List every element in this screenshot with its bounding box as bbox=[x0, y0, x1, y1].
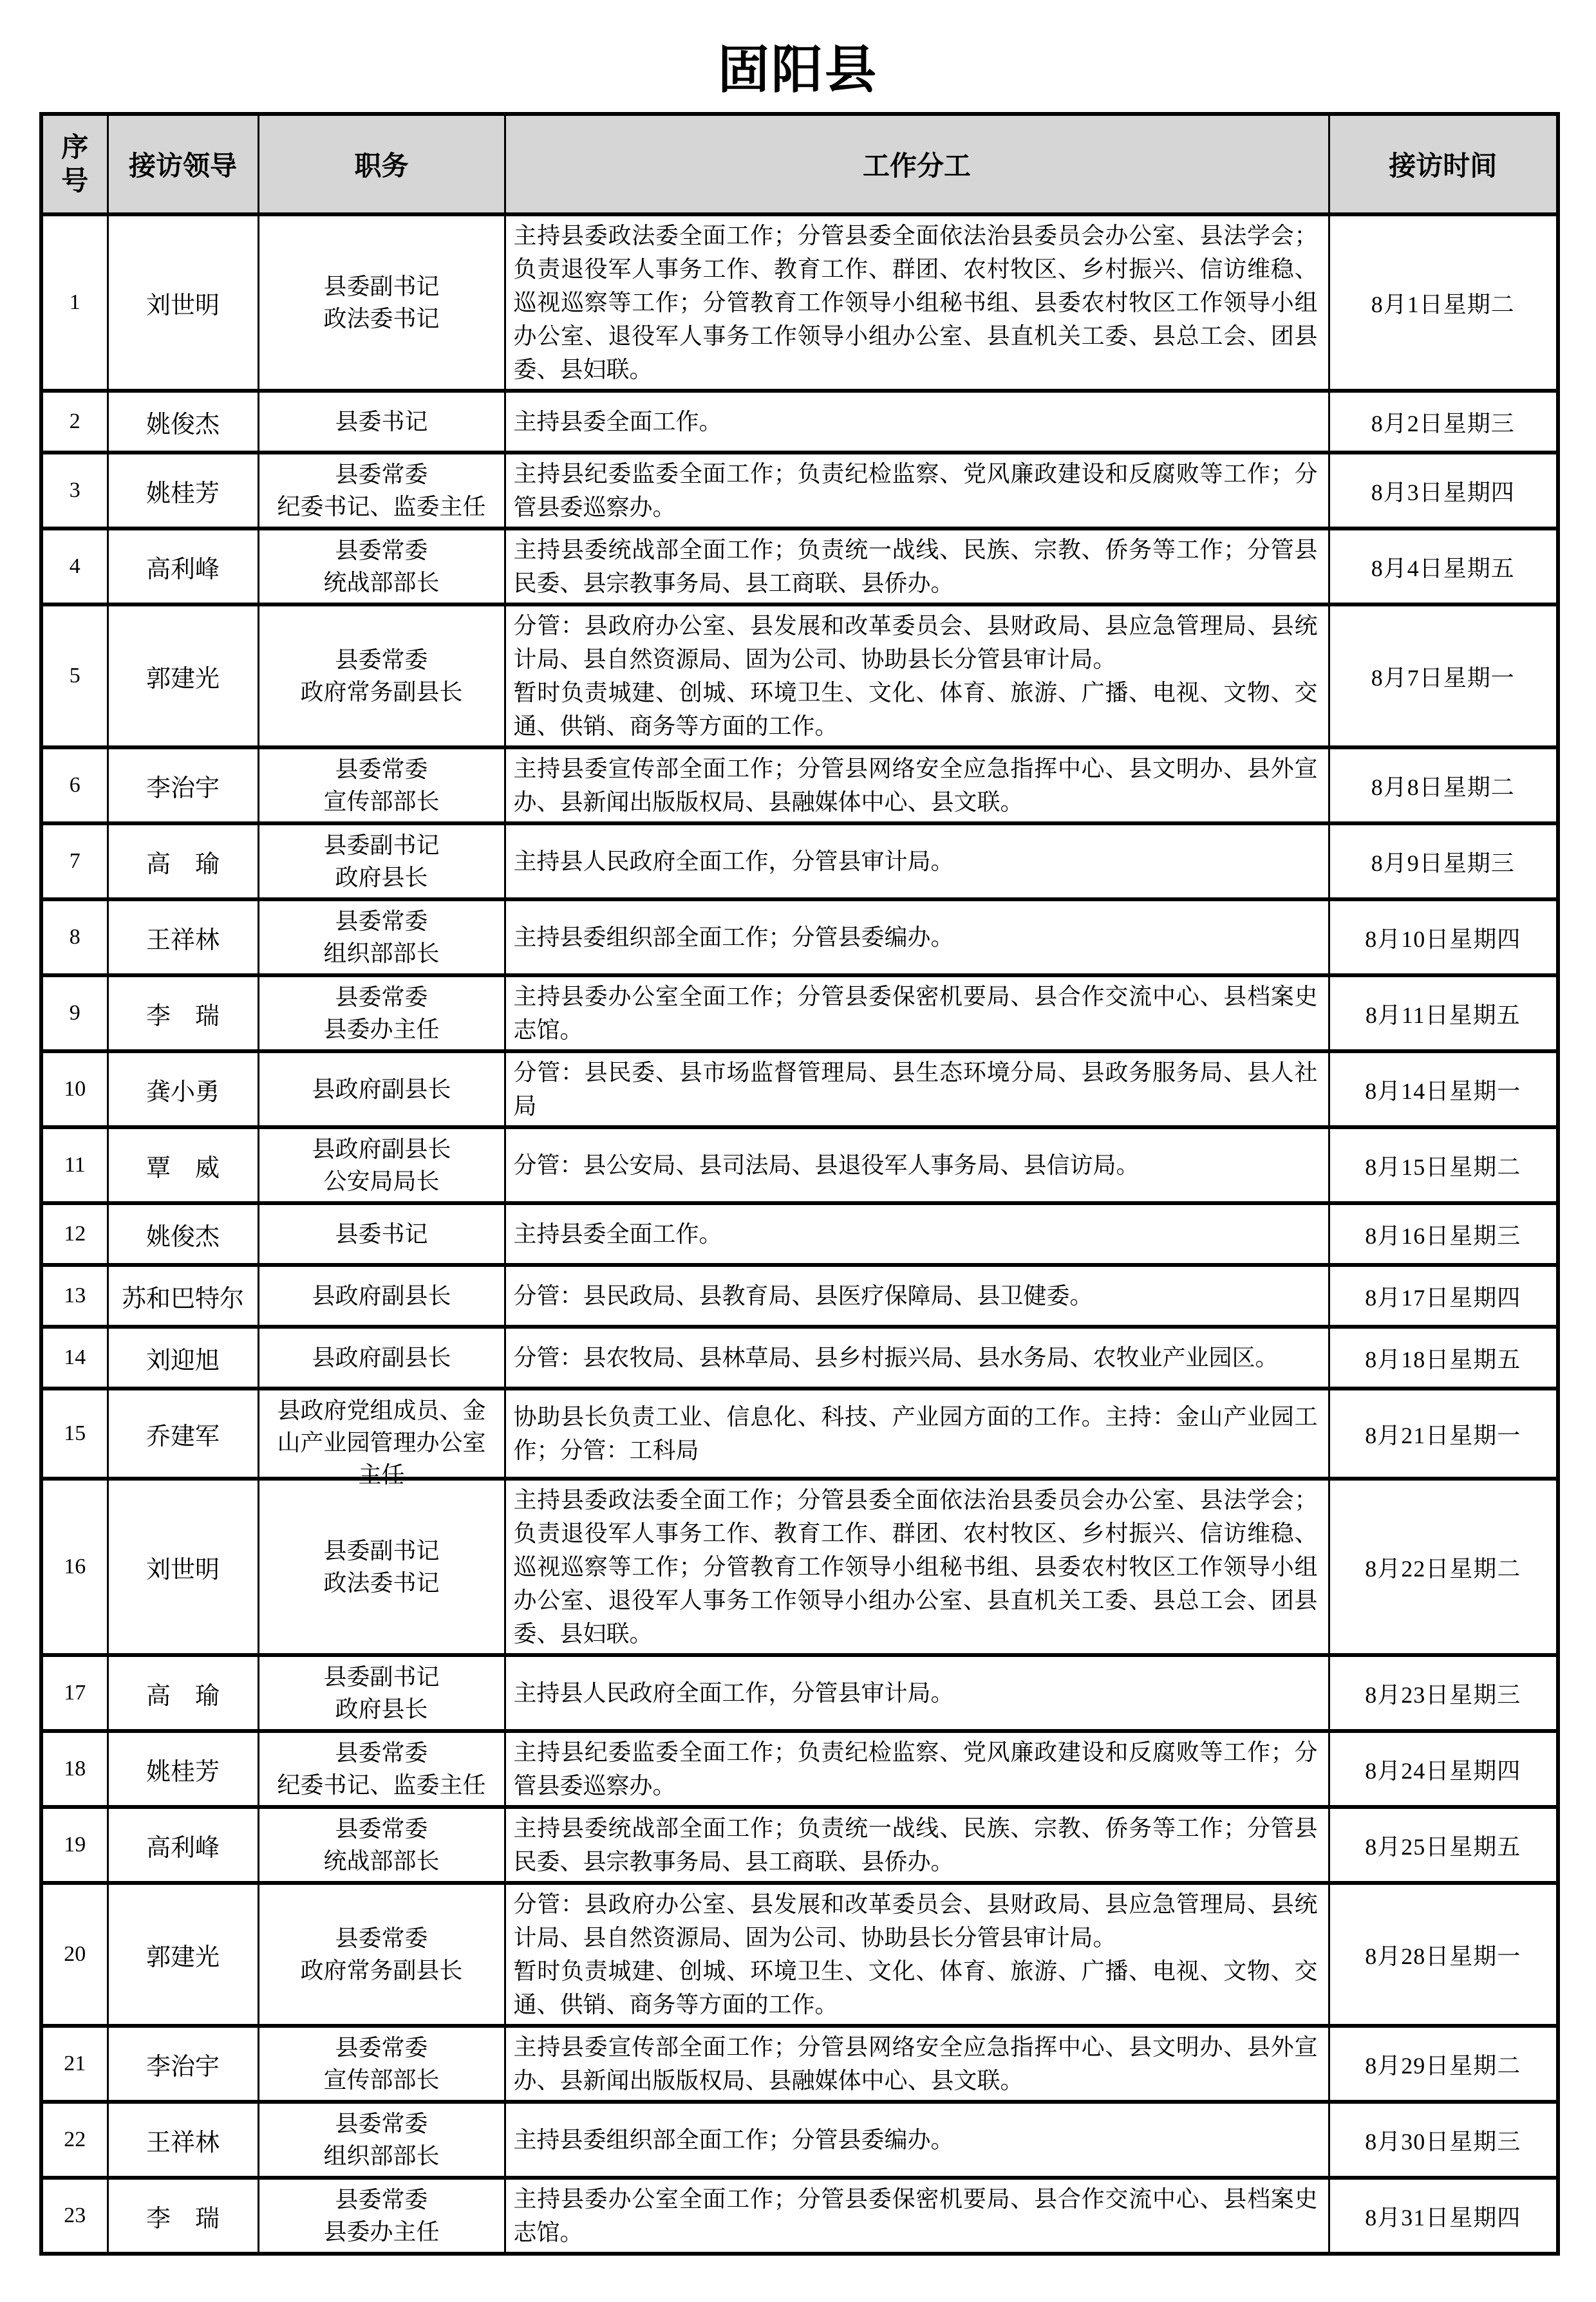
leader-name: 姚桂芳 bbox=[108, 453, 258, 529]
table-row bbox=[41, 453, 1558, 529]
leader-position: 县政府副县长 公安局局长 bbox=[258, 1127, 505, 1203]
row-number: 19 bbox=[41, 1807, 108, 1883]
reception-date: 8月4日星期五 bbox=[1329, 529, 1558, 604]
col-header-number: 序号 bbox=[41, 114, 108, 214]
table-row bbox=[41, 1051, 1558, 1127]
leader-position: 县委副书记 政府县长 bbox=[258, 823, 505, 899]
row-number: 16 bbox=[41, 1479, 108, 1655]
reception-date: 8月21日星期一 bbox=[1329, 1389, 1558, 1479]
work-division: 主持县委全面工作。 bbox=[505, 1203, 1329, 1265]
row-number: 13 bbox=[41, 1265, 108, 1327]
work-division: 分管：县政府办公室、县发展和改革委员会、县财政局、县应急管理局、县统计局、县自然资源局、固为公司、协助县长分管县审计局。 暂时负责城建、创城、环境卫生、文化、体育、旅游、广播、电视、文物、交通、供销、商务等方面的工作。 bbox=[505, 604, 1329, 747]
work-division: 主持县委统战部全面工作；负责统一战线、民族、宗教、侨务等工作；分管县民委、县宗教事务局、县工商联、县侨办。 bbox=[505, 529, 1329, 604]
table-row bbox=[41, 2102, 1558, 2178]
table-row bbox=[41, 1883, 1558, 2026]
reception-date: 8月14日星期一 bbox=[1329, 1051, 1558, 1127]
leader-position: 县政府副县长 bbox=[258, 1265, 505, 1327]
row-number: 21 bbox=[41, 2026, 108, 2102]
work-division: 主持县人民政府全面工作，分管县审计局。 bbox=[505, 1655, 1329, 1731]
row-number: 6 bbox=[41, 747, 108, 823]
row-number: 14 bbox=[41, 1327, 108, 1389]
leader-position: 县委常委 统战部部长 bbox=[258, 529, 505, 604]
leader-position: 县委常委 政府常务副县长 bbox=[258, 604, 505, 747]
leader-position: 县委常委 统战部部长 bbox=[258, 1807, 505, 1883]
leader-name: 姚桂芳 bbox=[108, 1731, 258, 1807]
row-number: 7 bbox=[41, 823, 108, 899]
leader-name: 郭建光 bbox=[108, 604, 258, 747]
reception-date: 8月23日星期三 bbox=[1329, 1655, 1558, 1731]
reception-date: 8月10日星期四 bbox=[1329, 899, 1558, 975]
leader-position: 县委常委 组织部部长 bbox=[258, 2102, 505, 2178]
leader-name: 苏和巴特尔 bbox=[108, 1265, 258, 1327]
row-number: 3 bbox=[41, 453, 108, 529]
work-division: 主持县委组织部全面工作；分管县委编办。 bbox=[505, 2102, 1329, 2178]
leader-name: 姚俊杰 bbox=[108, 1203, 258, 1265]
table-row bbox=[41, 2026, 1558, 2102]
leader-position: 县委常委 县委办主任 bbox=[258, 975, 505, 1051]
row-number: 4 bbox=[41, 529, 108, 604]
reception-date: 8月1日星期二 bbox=[1329, 214, 1558, 391]
leader-position: 县委副书记 政府县长 bbox=[258, 1655, 505, 1731]
table-row bbox=[41, 1731, 1558, 1807]
work-division: 分管：县农牧局、县林草局、县乡村振兴局、县水务局、农牧业产业园区。 bbox=[505, 1327, 1329, 1389]
row-number: 18 bbox=[41, 1731, 108, 1807]
reception-date: 8月9日星期三 bbox=[1329, 823, 1558, 899]
work-division: 分管：县民委、县市场监督管理局、县生态环境分局、县政务服务局、县人社局 bbox=[505, 1051, 1329, 1127]
row-number: 12 bbox=[41, 1203, 108, 1265]
leader-name: 王祥林 bbox=[108, 899, 258, 975]
col-header-duty: 工作分工 bbox=[505, 114, 1329, 214]
work-division: 主持县委办公室全面工作；分管县委保密机要局、县合作交流中心、县档案史志馆。 bbox=[505, 975, 1329, 1051]
reception-date: 8月7日星期一 bbox=[1329, 604, 1558, 747]
work-division: 主持县纪委监委全面工作；负责纪检监察、党风廉政建设和反腐败等工作；分管县委巡察办。 bbox=[505, 1731, 1329, 1807]
reception-date: 8月17日星期四 bbox=[1329, 1265, 1558, 1327]
work-division: 主持县委宣传部全面工作；分管县网络安全应急指挥中心、县文明办、县外宣办、县新闻出版版权局、县融媒体中心、县文联。 bbox=[505, 2026, 1329, 2102]
reception-date: 8月16日星期三 bbox=[1329, 1203, 1558, 1265]
table-row bbox=[41, 1655, 1558, 1731]
leader-name: 乔建军 bbox=[108, 1389, 258, 1479]
leader-name: 李治宇 bbox=[108, 2026, 258, 2102]
table-row bbox=[41, 975, 1558, 1051]
col-header-leader: 接访领导 bbox=[108, 114, 258, 214]
leader-name: 李 瑞 bbox=[108, 2178, 258, 2254]
reception-date: 8月28日星期一 bbox=[1329, 1883, 1558, 2026]
row-number: 17 bbox=[41, 1655, 108, 1731]
work-division: 主持县人民政府全面工作，分管县审计局。 bbox=[505, 823, 1329, 899]
reception-date: 8月2日星期三 bbox=[1329, 391, 1558, 453]
work-division: 分管：县政府办公室、县发展和改革委员会、县财政局、县应急管理局、县统计局、县自然资源局、固为公司、协助县长分管县审计局。 暂时负责城建、创城、环境卫生、文化、体育、旅游、广播、电视、文物、交通、供销、商务等方面的工作。 bbox=[505, 1883, 1329, 2026]
duty-roster-table bbox=[39, 112, 1560, 2256]
reception-date: 8月8日星期二 bbox=[1329, 747, 1558, 823]
table-row bbox=[41, 1265, 1558, 1327]
row-number: 11 bbox=[41, 1127, 108, 1203]
row-number: 9 bbox=[41, 975, 108, 1051]
reception-date: 8月25日星期五 bbox=[1329, 1807, 1558, 1883]
leader-position: 县委副书记 政法委书记 bbox=[258, 214, 505, 391]
page-title: 固阳县 bbox=[718, 42, 878, 99]
table-row bbox=[41, 823, 1558, 899]
leader-position: 县委常委 纪委书记、监委主任 bbox=[258, 1731, 505, 1807]
work-division: 主持县纪委监委全面工作；负责纪检监察、党风廉政建设和反腐败等工作；分管县委巡察办。 bbox=[505, 453, 1329, 529]
table-row bbox=[41, 1327, 1558, 1389]
col-header-date: 接访时间 bbox=[1329, 114, 1558, 214]
row-number: 2 bbox=[41, 391, 108, 453]
leader-position: 县政府党组成员、金 山产业园管理办公室 主任 bbox=[258, 1389, 505, 1479]
work-division: 主持县委政法委全面工作；分管县委全面依法治县委员会办公室、县法学会；负责退役军人事务工作、教育工作、群团、农村牧区、乡村振兴、信访维稳、巡视巡察等工作；分管教育工作领导小组秘书组、县委农村牧区工作领导小组办公室、退役军人事务工作领导小组办公室、县直机关工委、县总工会、团县委、县妇联。 bbox=[505, 1479, 1329, 1655]
leader-position: 县委书记 bbox=[258, 391, 505, 453]
work-division: 主持县委宣传部全面工作；分管县网络安全应急指挥中心、县文明办、县外宣办、县新闻出版版权局、县融媒体中心、县文联。 bbox=[505, 747, 1329, 823]
table-row bbox=[41, 747, 1558, 823]
leader-name: 刘迎旭 bbox=[108, 1327, 258, 1389]
table-row bbox=[41, 1127, 1558, 1203]
leader-position: 县委常委 政府常务副县长 bbox=[258, 1883, 505, 2026]
leader-position: 县委常委 组织部部长 bbox=[258, 899, 505, 975]
table-row bbox=[41, 604, 1558, 747]
work-division: 主持县委政法委全面工作；分管县委全面依法治县委员会办公室、县法学会；负责退役军人事务工作、教育工作、群团、农村牧区、乡村振兴、信访维稳、巡视巡察等工作；分管教育工作领导小组秘书组、县委农村牧区工作领导小组办公室、退役军人事务工作领导小组办公室、县直机关工委、县总工会、团县委、县妇联。 bbox=[505, 214, 1329, 391]
table-row bbox=[41, 1389, 1558, 1479]
leader-name: 覃 威 bbox=[108, 1127, 258, 1203]
leader-position: 县政府副县长 bbox=[258, 1051, 505, 1127]
reception-date: 8月22日星期二 bbox=[1329, 1479, 1558, 1655]
leader-position: 县委书记 bbox=[258, 1203, 505, 1265]
leader-name: 刘世明 bbox=[108, 1479, 258, 1655]
reception-date: 8月15日星期二 bbox=[1329, 1127, 1558, 1203]
work-division: 协助县长负责工业、信息化、科技、产业园方面的工作。主持：金山产业园工作；分管：工科局 bbox=[505, 1389, 1329, 1479]
leader-name: 高 瑜 bbox=[108, 823, 258, 899]
leader-name: 龚小勇 bbox=[108, 1051, 258, 1127]
row-number: 1 bbox=[41, 214, 108, 391]
work-division: 分管：县公安局、县司法局、县退役军人事务局、县信访局。 bbox=[505, 1127, 1329, 1203]
leader-name: 高利峰 bbox=[108, 529, 258, 604]
reception-date: 8月29日星期二 bbox=[1329, 2026, 1558, 2102]
table-row bbox=[41, 1807, 1558, 1883]
leader-name: 高利峰 bbox=[108, 1807, 258, 1883]
row-number: 20 bbox=[41, 1883, 108, 2026]
reception-date: 8月11日星期五 bbox=[1329, 975, 1558, 1051]
leader-name: 郭建光 bbox=[108, 1883, 258, 2026]
table-row bbox=[41, 2178, 1558, 2254]
row-number: 8 bbox=[41, 899, 108, 975]
table-row bbox=[41, 899, 1558, 975]
leader-name: 刘世明 bbox=[108, 214, 258, 391]
row-number: 15 bbox=[41, 1389, 108, 1479]
table-row bbox=[41, 1479, 1558, 1655]
work-division: 主持县委全面工作。 bbox=[505, 391, 1329, 453]
row-number: 23 bbox=[41, 2178, 108, 2254]
leader-position: 县委常委 县委办主任 bbox=[258, 2178, 505, 2254]
table-row bbox=[41, 529, 1558, 604]
work-division: 主持县委统战部全面工作；负责统一战线、民族、宗教、侨务等工作；分管县民委、县宗教事务局、县工商联、县侨办。 bbox=[505, 1807, 1329, 1883]
reception-date: 8月31日星期四 bbox=[1329, 2178, 1558, 2254]
leader-position: 县委常委 宣传部部长 bbox=[258, 747, 505, 823]
reception-date: 8月18日星期五 bbox=[1329, 1327, 1558, 1389]
leader-name: 李 瑞 bbox=[108, 975, 258, 1051]
reception-date: 8月3日星期四 bbox=[1329, 453, 1558, 529]
work-division: 主持县委办公室全面工作；分管县委保密机要局、县合作交流中心、县档案史志馆。 bbox=[505, 2178, 1329, 2254]
leader-name: 姚俊杰 bbox=[108, 391, 258, 453]
leader-position: 县委副书记 政法委书记 bbox=[258, 1479, 505, 1655]
leader-name: 王祥林 bbox=[108, 2102, 258, 2178]
reception-date: 8月24日星期四 bbox=[1329, 1731, 1558, 1807]
row-number: 10 bbox=[41, 1051, 108, 1127]
leader-position: 县政府副县长 bbox=[258, 1327, 505, 1389]
table-row bbox=[41, 214, 1558, 391]
leader-position: 县委常委 纪委书记、监委主任 bbox=[258, 453, 505, 529]
header-row bbox=[41, 114, 1558, 214]
leader-position: 县委常委 宣传部部长 bbox=[258, 2026, 505, 2102]
row-number: 5 bbox=[41, 604, 108, 747]
table-row bbox=[41, 1203, 1558, 1265]
work-division: 分管：县民政局、县教育局、县医疗保障局、县卫健委。 bbox=[505, 1265, 1329, 1327]
table-row bbox=[41, 391, 1558, 453]
leader-name: 高 瑜 bbox=[108, 1655, 258, 1731]
col-header-position: 职务 bbox=[258, 114, 505, 214]
work-division: 主持县委组织部全面工作；分管县委编办。 bbox=[505, 899, 1329, 975]
reception-date: 8月30日星期三 bbox=[1329, 2102, 1558, 2178]
leader-name: 李治宇 bbox=[108, 747, 258, 823]
row-number: 22 bbox=[41, 2102, 108, 2178]
